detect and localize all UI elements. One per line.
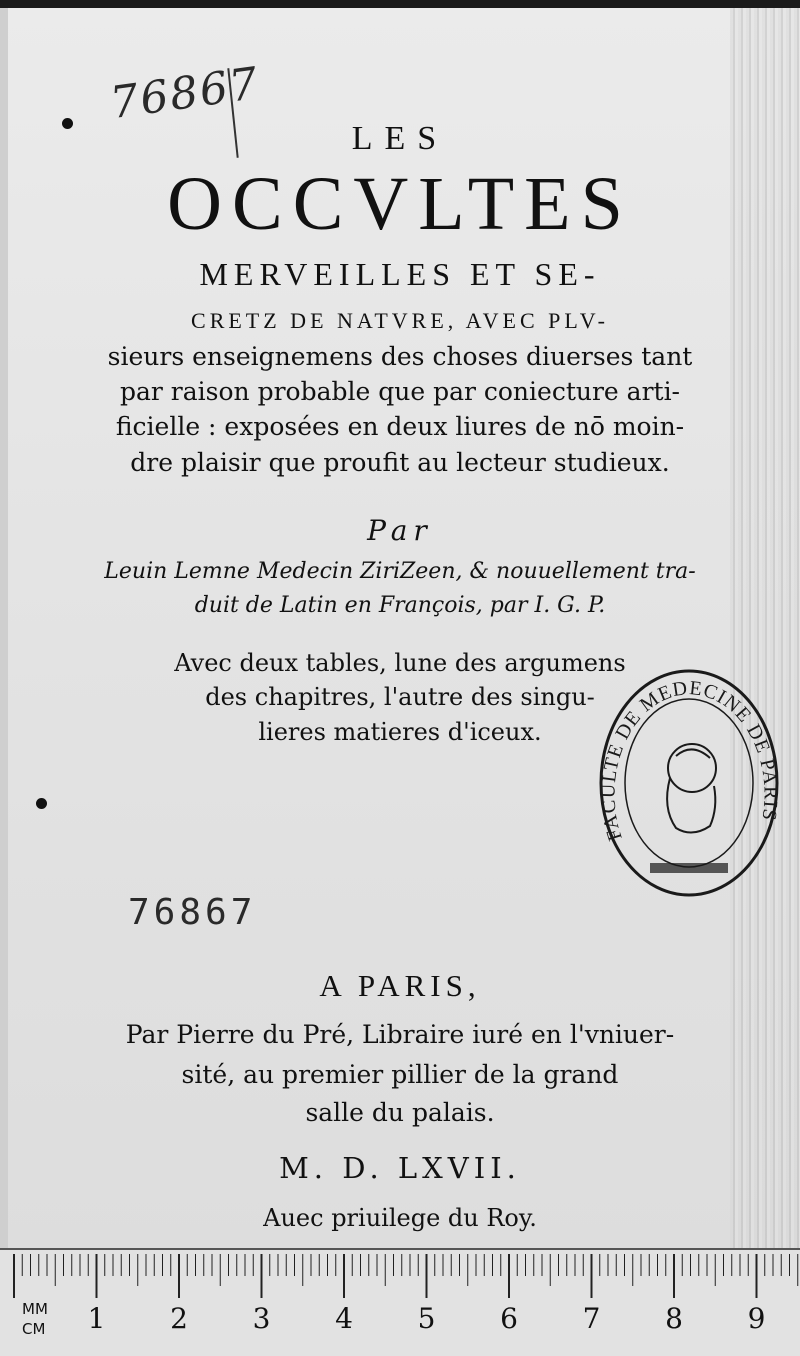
ruler-number: 6 xyxy=(500,1302,518,1335)
ruler-unit-mm: MM xyxy=(22,1300,48,1318)
imprint-city: A PARIS, xyxy=(319,968,481,1003)
title-occultes: OCCVLTES xyxy=(167,162,633,246)
handwritten-number: 76867 xyxy=(107,57,263,130)
imprint-date: M. D. LXVII. xyxy=(279,1151,521,1185)
ruler-number: 7 xyxy=(582,1302,601,1335)
ruler-number: 5 xyxy=(417,1302,436,1335)
tables-line: lieres matieres d'iceux. xyxy=(258,718,542,746)
portrait-icon xyxy=(667,744,716,833)
ruler-number: 1 xyxy=(87,1302,106,1335)
accession-stamp-number: 76867 xyxy=(128,892,257,933)
imprint-line: salle du palais. xyxy=(305,1098,495,1127)
imprint-line: Par Pierre du Pré, Libraire iuré en l'vniuer- xyxy=(125,1020,675,1049)
library-stamp-text: FACULTE DE MEDECINE DE PARIS xyxy=(597,677,782,844)
title-page xyxy=(0,8,800,1354)
library-stamp xyxy=(592,658,782,908)
ruler-number: 3 xyxy=(252,1302,271,1335)
title-cretz: CRETZ DE NATVRE, AVEC PLV- xyxy=(191,308,609,333)
author-line: Leuin Lemne Medecin ZiriZeen, & nouuellement tra- xyxy=(104,559,696,584)
imprint-line: sité, au premier pillier de la grand xyxy=(181,1060,619,1089)
author-par: Par xyxy=(367,514,433,547)
title-les: LES xyxy=(351,120,449,157)
imprint-privilege: Auec priuilege du Roy. xyxy=(263,1204,537,1232)
title-merveilles: MERVEILLES ET SE- xyxy=(199,256,601,292)
tables-line: des chapitres, l'autre des singu- xyxy=(205,683,595,711)
tables-line: Avec deux tables, lune des argumens xyxy=(174,649,626,677)
ruler-number: 8 xyxy=(665,1302,683,1335)
ruler-number: 9 xyxy=(747,1302,766,1335)
ruler-number: 4 xyxy=(335,1302,353,1335)
title-body-line: par raison probable que par coniecture arti- xyxy=(119,377,681,406)
ink-dot xyxy=(36,798,47,809)
title-body-line: ficielle : exposées en deux liures de nō moin- xyxy=(115,412,685,441)
ruler-number: 2 xyxy=(170,1302,188,1335)
scale-ruler xyxy=(0,1248,800,1356)
title-body-line: dre plaisir que proufit au lecteur studieux. xyxy=(130,448,670,477)
author-line: duit de Latin en François, par I. G. P. xyxy=(194,593,606,618)
ruler-unit-cm: CM xyxy=(22,1320,46,1338)
title-body-line: sieurs enseignemens des choses diuerses tant xyxy=(107,342,693,371)
ruler-ticks xyxy=(0,1250,800,1310)
